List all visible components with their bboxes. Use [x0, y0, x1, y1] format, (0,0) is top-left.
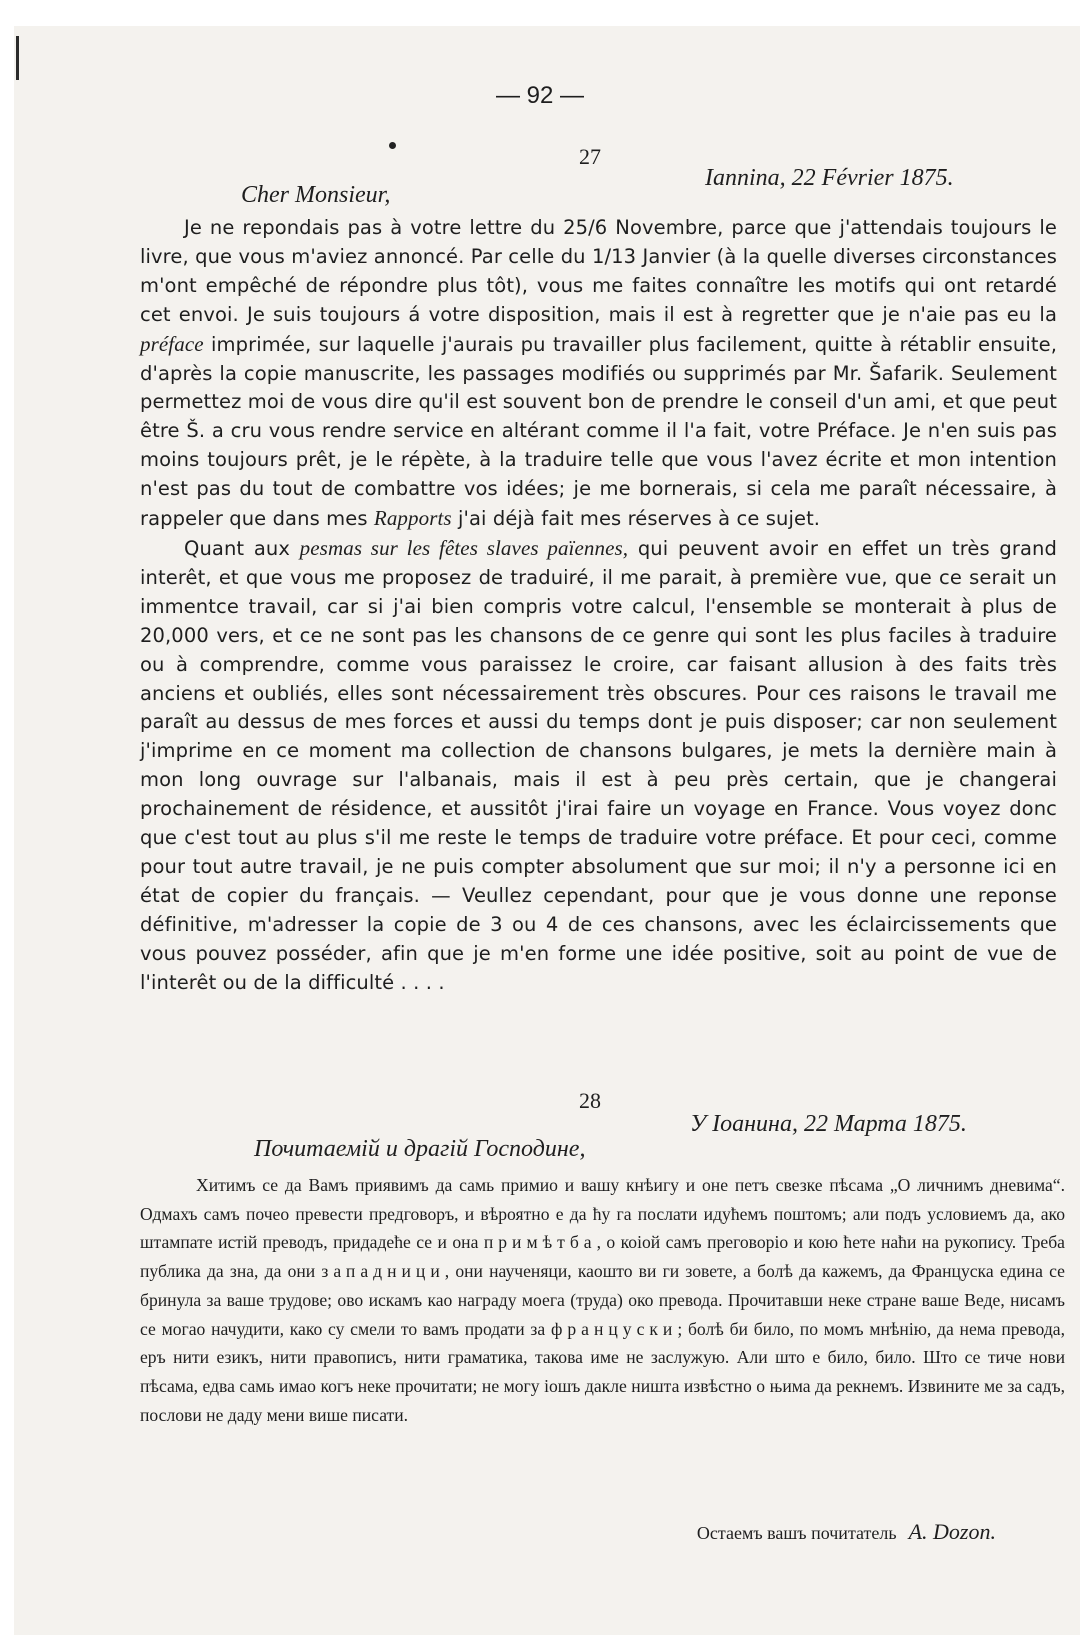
letter-27-salutation: Cher Monsieur, [241, 182, 391, 208]
letter-28-closing [697, 1519, 996, 1545]
letter-28-paragraph: Хитимъ се да Вамъ приявимъ да самь примио и вашу кнѣигу и оне петъ свезке пѣсама „О личнимъ дневима“. Одмахъ самъ почео превести предговоръ, и вѣроятно е да ћу га послати идућемъ поштомъ; али подъ условиемъ да, ако штампате истій преводъ, придадеће се и она примѣтба, о коіой самъ преговоріо и кою ћете наћи на рукопису. Треба публика да зна, да они западници, они наученяци, каошто ви ги зовете, а болѣ да кажемъ, да Француска едина се бринула за ваше трудове; ово искамъ као награду моега (труда) око превода. Прочитавши неке стране ваше Веде, нисамъ се могао начудити, како су смели то вамъ продати за француски; болѣ би било, по момъ мнѣнію, да нема превода, еръ нити езикъ, нити правописъ, нити граматика, такова име не заслужую. Али што е било, било. Што се тиче нови пѣсама, едва самь имао когъ неке прочитати; не могу іошъ дакле ништа извѣстно о њима да рекнемъ. Извините ме за садъ, послови не даду мени више писати. [140, 1175, 1066, 1425]
letter-28-number: 28 [579, 1088, 601, 1113]
letter-27-body [140, 214, 1057, 997]
page-number: — 92 — [495, 82, 585, 109]
letter-28-salutation: Почитаемій и драгій Господине, [254, 1136, 586, 1162]
letter-28-body [140, 1171, 1065, 1429]
letter-28-place-date: У Іоанина, 22 Марта 1875. [690, 1111, 967, 1137]
signature: А. Dozon. [908, 1519, 996, 1544]
letter-27-place-date: Iannina, 22 Février 1875. [705, 165, 954, 191]
binding-edge [16, 36, 19, 80]
letter-27-paragraph-2: Quant aux pesmas sur les fêtes slaves païennes, qui peuvent avoir en effet un très grand interêt, et que vous me proposez de traduiré, il me parait, à première vue, que ce serait un immentce travail, car si j'ai bien compris votre calcul, l'ensemble se monterait à plus de 20,000 vers, et ce ne sont pas les chansons de ce genre qui sont les plus faciles à traduire ou à comprendre, comme vous paraissez le croire, car faisant allusion à des faits très anciens et oubliés, elles sont nécessairement très obscures. Pour ces raisons le travail me paraît au dessus de mes forces et aussi du temps dont je puis disposer; car non seulement j'imprime en ce moment ma collection de chansons bulgares, je mets la dernière main à mon long ouvrage sur l'albanais, mais il est à peu près certain, que je changerai prochainement de résidence, et aussitôt j'irai faire un voyage en France. Vous voyez donc que c'est tout au plus s'il me reste le temps de traduire votre préface. Et pour ceci, comme pour tout autre travail, je ne puis compter absolument que sur moi; il n'y a personne ici en état de copier du français. — Veullez cependant, pour que je vous donne une reponse définitive, m'adresser la copie de 3 ou 4 de ces chansons, avec les éclaircissements que vous pouvez posséder, afin que je m'en forme une idée positive, soit au point de vue de l'interêt ou de la difficulté . . . . [140, 535, 1057, 994]
letter-27-number: 27 [579, 144, 601, 169]
closing-phrase: Остаемъ вашъ почитатель [696, 1523, 897, 1543]
letter-27-paragraph-1: Je ne repondais pas à votre lettre du 25/6 Novembre, parce que j'attendais toujours le livre, que vous m'aviez annoncé. Par celle du 1/13 Janvier (à la quelle diverses circonstances m'ont empêché de répondre plus tôt), vous me faites connaître les motifs qui ont retardé cet envoi. Je suis toujours á votre disposition, mais il est à regretter que je n'aie pas eu la préface imprimée, sur laquelle j'aurais pu travailler plus facilement, quitte à rétablir ensuite, d'après la copie manuscrite, les passages modifiés ou supprimés par Mr. Šafarik. Seulement permettez moi de vous dire qu'il est souvent bon de prendre le conseil d'un ami, et que peut être Š. a cru vous rendre service en altérant comme il l'a fait, votre Préface. Je n'en suis pas moins toujours prêt, je le répète, à la traduire telle que vous l'avez écrite et mon intention n'est pas du tout de combattre vos idées; je me bornerais, si cela me paraît nécessaire, à rappeler que dans mes Rapports j'ai déjà fait mes réserves à ce sujet. [140, 216, 1057, 531]
